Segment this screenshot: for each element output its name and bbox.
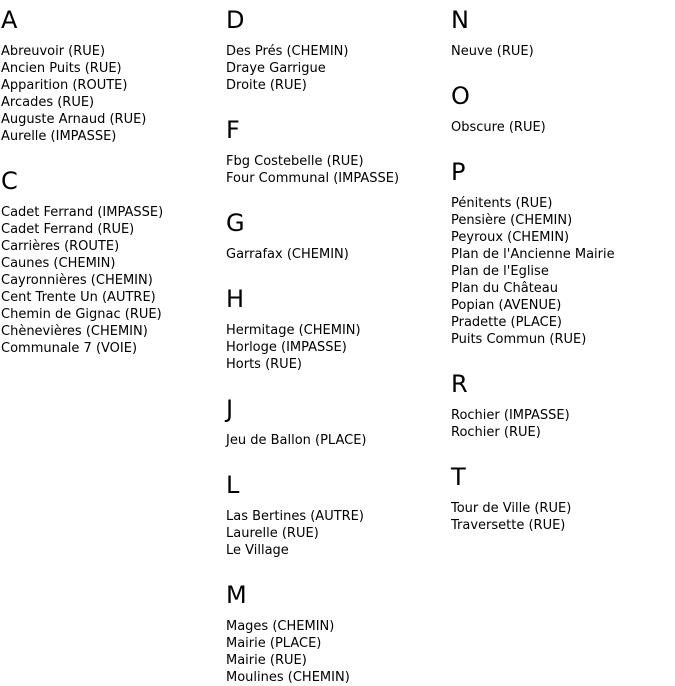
street-entry: Rochier (RUE) xyxy=(451,425,541,440)
letter-heading: N xyxy=(451,6,469,34)
letter-section-M xyxy=(226,581,451,686)
letter-section-T xyxy=(451,463,675,534)
street-entry: Laurelle (RUE) xyxy=(226,526,319,541)
letter-section-F xyxy=(226,116,451,187)
letter-section-N xyxy=(451,6,675,60)
street-entry: Horts (RUE) xyxy=(226,357,302,372)
street-list xyxy=(1,204,226,357)
letter-section-A xyxy=(1,6,226,145)
street-entry: Auguste Arnaud (RUE) xyxy=(1,112,147,127)
letter-heading: T xyxy=(451,463,466,491)
letter-heading: C xyxy=(1,167,18,195)
street-list xyxy=(226,43,451,94)
street-entry: Popian (AVENUE) xyxy=(451,298,562,313)
street-entry: Mages (CHEMIN) xyxy=(226,619,335,634)
street-entry: Jeu de Ballon (PLACE) xyxy=(226,433,367,448)
letter-section-H xyxy=(226,285,451,373)
index-column-3 xyxy=(451,6,675,534)
letter-heading: G xyxy=(226,209,245,237)
street-list xyxy=(226,432,451,449)
street-entry: Abreuvoir (RUE) xyxy=(1,44,106,59)
street-entry: Droite (RUE) xyxy=(226,78,307,93)
street-entry: Horloge (IMPASSE) xyxy=(226,340,347,355)
letter-heading: D xyxy=(226,6,245,34)
street-entry: Neuve (RUE) xyxy=(451,44,534,59)
street-entry: Mairie (RUE) xyxy=(226,653,307,668)
street-entry: Las Bertines (AUTRE) xyxy=(226,509,364,524)
street-entry: Puits Commun (RUE) xyxy=(451,332,587,347)
letter-section-C xyxy=(1,167,226,357)
letter-heading: H xyxy=(226,285,245,313)
letter-heading: R xyxy=(451,370,468,398)
letter-section-D xyxy=(226,6,451,94)
street-list xyxy=(226,322,451,373)
street-list xyxy=(1,43,226,145)
letter-heading: O xyxy=(451,82,470,110)
street-entry: Obscure (RUE) xyxy=(451,120,546,135)
street-entry: Caunes (CHEMIN) xyxy=(1,256,116,271)
street-entry: Pensière (CHEMIN) xyxy=(451,213,573,228)
letter-section-R xyxy=(451,370,675,441)
letter-heading: M xyxy=(226,581,247,609)
street-entry: Aurelle (IMPASSE) xyxy=(1,129,117,144)
index-column-1 xyxy=(1,6,226,357)
street-entry: Moulines (CHEMIN) xyxy=(226,670,350,685)
street-entry: Tour de Ville (RUE) xyxy=(451,501,572,516)
letter-section-P xyxy=(451,158,675,348)
street-list xyxy=(226,618,451,686)
street-entry: Four Communal (IMPASSE) xyxy=(226,171,400,186)
street-entry: Pradette (PLACE) xyxy=(451,315,562,330)
letter-heading: F xyxy=(226,116,240,144)
street-entry: Cadet Ferrand (IMPASSE) xyxy=(1,205,164,220)
street-entry: Cent Trente Un (AUTRE) xyxy=(1,290,156,305)
letter-heading: P xyxy=(451,158,466,186)
index-column-2 xyxy=(226,6,451,686)
street-list xyxy=(226,508,451,559)
street-entry: Apparition (ROUTE) xyxy=(1,78,128,93)
street-list xyxy=(226,246,451,263)
street-entry: Chemin de Gignac (RUE) xyxy=(1,307,162,322)
letter-section-G xyxy=(226,209,451,263)
street-entry: Des Prés (CHEMIN) xyxy=(226,44,349,59)
street-entry: Mairie (PLACE) xyxy=(226,636,322,651)
street-entry: Cayronnières (CHEMIN) xyxy=(1,273,153,288)
street-entry: Cadet Ferrand (RUE) xyxy=(1,222,135,237)
street-entry: Traversette (RUE) xyxy=(451,518,566,533)
street-entry: Hermitage (CHEMIN) xyxy=(226,323,361,338)
street-entry: Garrafax (CHEMIN) xyxy=(226,247,349,262)
letter-heading: J xyxy=(226,395,234,423)
street-entry: Fbg Costebelle (RUE) xyxy=(226,154,364,169)
street-entry: Communale 7 (VOIE) xyxy=(1,341,138,356)
street-entry: Plan du Château xyxy=(451,281,558,296)
street-entry: Carrières (ROUTE) xyxy=(1,239,120,254)
letter-section-O xyxy=(451,82,675,136)
street-entry: Ancien Puits (RUE) xyxy=(1,61,122,76)
street-entry: Le Village xyxy=(226,543,289,558)
letter-heading: A xyxy=(1,6,18,34)
street-list xyxy=(451,43,675,60)
letter-heading: L xyxy=(226,471,240,499)
street-list xyxy=(451,195,675,348)
street-list xyxy=(451,407,675,441)
letter-section-J xyxy=(226,395,451,449)
street-entry: Peyroux (CHEMIN) xyxy=(451,230,570,245)
street-list xyxy=(226,153,451,187)
street-entry: Pénitents (RUE) xyxy=(451,196,553,211)
street-entry: Chènevières (CHEMIN) xyxy=(1,324,148,339)
street-entry: Rochier (IMPASSE) xyxy=(451,408,570,423)
street-entry: Plan de l'Ancienne Mairie xyxy=(451,247,615,262)
letter-section-L xyxy=(226,471,451,559)
street-list xyxy=(451,119,675,136)
street-entry: Plan de l'Eglise xyxy=(451,264,549,279)
street-entry: Arcades (RUE) xyxy=(1,95,95,110)
street-list xyxy=(451,500,675,534)
street-entry: Draye Garrigue xyxy=(226,61,326,76)
